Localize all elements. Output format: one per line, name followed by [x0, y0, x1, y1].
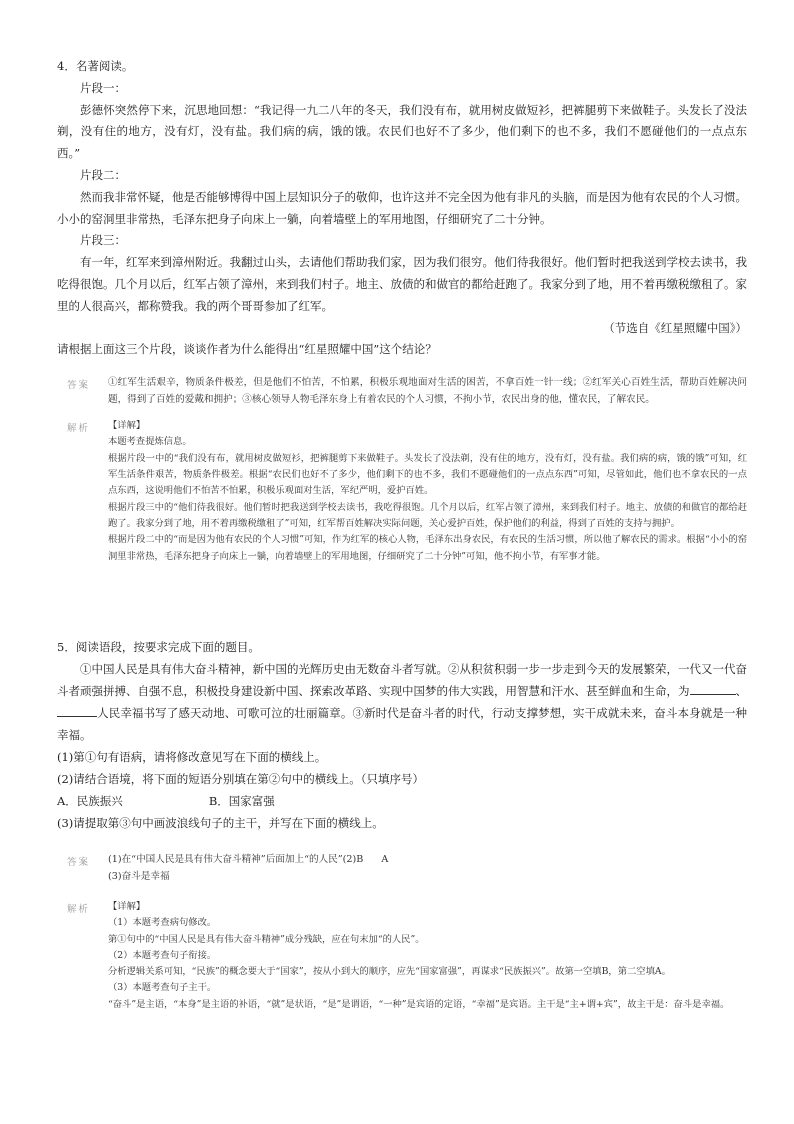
fragment-2-label: 片段二： [80, 167, 126, 182]
analysis-label: 解析 [67, 423, 91, 435]
question-5-passage [57, 658, 747, 746]
answer-line-2: (3)奋斗是幸福 [108, 870, 170, 882]
answer-text-5 [108, 852, 747, 885]
question-4 [57, 56, 747, 565]
blank-2[interactable] [57, 702, 97, 717]
answer-label: 答案 [67, 380, 91, 392]
analysis-line: （2）本题考查句子衔接。 [108, 949, 217, 961]
fragment-2-text: 然而我非常怀疑，他是否能够博得中国上层知识分子的敬仰，也许这并不完全因为他有非凡的头脑，而是因为他有农民的个人习惯。小小的窑洞里非常热，毛泽东把身子向床上一躺，向着墙壁上的军用地图，仔细研究了二十分钟。 [57, 189, 747, 226]
passage-part-a: ①中国人民是具有伟大奋斗精神，新中国的光辉历史由无数奋斗者写就。②从积贫积弱一步一步走到今天的发展繁荣，一代又一代奋斗者顽强拼搏、自强不息，积极投身建设新中国、探索改革路、实现中国梦的伟大实践，用智慧和汗水、甚至鲜血和生命，为 [57, 662, 747, 698]
question-5 [57, 636, 747, 1013]
analysis-line: （1）本题考查病句修改。 [108, 917, 217, 929]
analysis-text-5 [108, 899, 747, 1013]
answer-line-1-b: A [381, 854, 389, 865]
fragment-1-label: 片段一： [80, 80, 126, 95]
sub-question-2: (2)请结合语境，将下面的短语分别填在第②句中的横线上。（只填序号） [57, 772, 425, 786]
answer-text-4: ①红军生活艰辛，物质条件极差，但是他们不怕苦，不怕累，积极乐观地面对生活的困苦，不拿百姓一针一线；②红军关心百姓生活，帮助百姓解决问题，得到了百姓的爱戴和拥护；③核心领导人物毛泽东身上有着农民的个人习惯，不拘小节，农民出身的他，懂农民，了解农民。 [108, 377, 747, 405]
answer-block-5 [57, 852, 747, 885]
option-a: A．民族振兴 [57, 794, 123, 808]
answer-line-1-a: (1)在“中国人民是具有伟大奋斗精神”后面加上“的人民”(2)B [108, 854, 364, 865]
analysis-block-5 [57, 899, 747, 1013]
passage-separator: 、 [735, 684, 747, 698]
question-5-title: 5．阅读语段，按要求完成下面的题目。 [57, 640, 260, 654]
fragment-1-text: 彭德怀突然停下来，沉思地回想：“我记得一九二八年的冬天，我们没有布，就用树皮做短衫，把裤腿剪下来做鞋子。头发长了没法剃，没有住的地方，没有灯，没有盐。我们病的病，饿的饿。农民们也好不了多少，他们剩下的也不多，我们不愿碰他们的一点点东西。” [57, 102, 747, 161]
answer-block-4 [57, 375, 747, 408]
analysis-block-4 [57, 418, 747, 565]
answer-line-1 [108, 852, 747, 869]
analysis-text-4 [108, 418, 747, 565]
question-4-title: 4．名著阅读。 [57, 59, 134, 73]
analysis-line: 【详解】 [108, 901, 146, 912]
analysis-line: 第①句中的“中国人民是具有伟大奋斗精神”成分残缺，应在句末加“的人民”。 [108, 933, 425, 945]
sub-question-3: (3)请提取第③句中画波浪线句子的主干，并写在下面的横线上。 [57, 816, 384, 830]
answer-label: 答案 [67, 857, 91, 868]
analysis-line: 根据片段三中的“他们待我很好。他们暂时把我送到学校去读书，我吃得很饱。几个月以后，红军占领了漳州，来到我们村子。地主、放债的和做官的都给赶跑了。我家分到了地，用不着再缴税缴租了”可知，红军帮百姓解决实际问题，关心爱护百姓，保护他们的利益，得到了百姓的支持与拥护。 [108, 501, 747, 529]
fragment-3-text: 有一年，红军来到漳州附近。我翻过山头，去请他们帮助我们家，因为我们很穷。他们待我很好。他们暂时把我送到学校去读书，我吃得很饱。几个月以后，红军占领了漳州，来到我们村子。地主、放债的和做官的都给赶跑了。我家分到了地，用不着再缴税缴租了。家里的人很高兴，都称赞我。我的两个哥哥参加了红军。 [57, 255, 747, 313]
analysis-line: “奋斗”是主语，“本身”是主语的补语，“就”是状语，“是”是谓语，“一种”是宾语的定语，“幸福”是宾语。主干是“主+谓+宾”，故主干是：奋斗是幸福。 [108, 998, 730, 1010]
options-row [57, 790, 747, 812]
blank-1[interactable] [690, 680, 736, 695]
fragment-3-label: 片段三： [80, 233, 126, 248]
analysis-label: 解析 [67, 904, 91, 915]
analysis-line: 根据片段一中的“我们没有布，就用树皮做短衫，把裤腿剪下来做鞋子。头发长了没法剃，没有住的地方，没有灯，没有盐。我们病的病，饿的饿”可知，红军生活条件艰苦，物质条件极差。根据“农民们也好不了多少，他们剩下的也不多，我们不愿碰他们的一点点东西”可知，尽管如此，他们也不拿农民的一点点东西，这说明他们不怕苦不怕累，积极乐观面对生活，军纪严明，爱护百姓。 [108, 452, 747, 497]
analysis-line: 【详解】 [108, 420, 146, 432]
analysis-line: 分析逻辑关系可知，“民族”的概念要大于“国家”，按从小到大的顺序，应先“国家富强”，再谋求“民族振兴”。故第一空填B，第二空填A。 [108, 966, 671, 978]
sub-question-1: (1)第①句有语病，请将修改意见写在下面的横线上。 [57, 750, 327, 764]
analysis-line: （3）本题考查句子主干。 [108, 982, 217, 994]
question-4-prompt: 请根据上面这三个片段，谈谈作者为什么能得出“红星照耀中国”这个结论？ [57, 342, 437, 357]
analysis-line: 本题考查提炼信息。 [108, 436, 192, 448]
analysis-line: 根据片段二中的“而是因为他有农民的个人习惯”可知，作为红军的核心人物，毛泽东出身农民，有农民的生活习惯，所以他了解农民的需求。根据“小小的窑洞里非常热，毛泽东把身子向床上一躺，向着墙壁上的军用地图，仔细研究了二十分钟”可知，他不拘小节，有军事才能。 [108, 534, 747, 562]
passage-part-b: 人民幸福书写了感天动地、可歌可泣的壮丽篇章。③新时代是奋斗者的时代，行动支撑梦想，实干成就未来，奋斗本身就是一种幸福。 [57, 706, 747, 742]
option-b: B．国家富强 [208, 794, 275, 808]
source-citation: （节选自《红星照耀中国》） [603, 320, 747, 335]
